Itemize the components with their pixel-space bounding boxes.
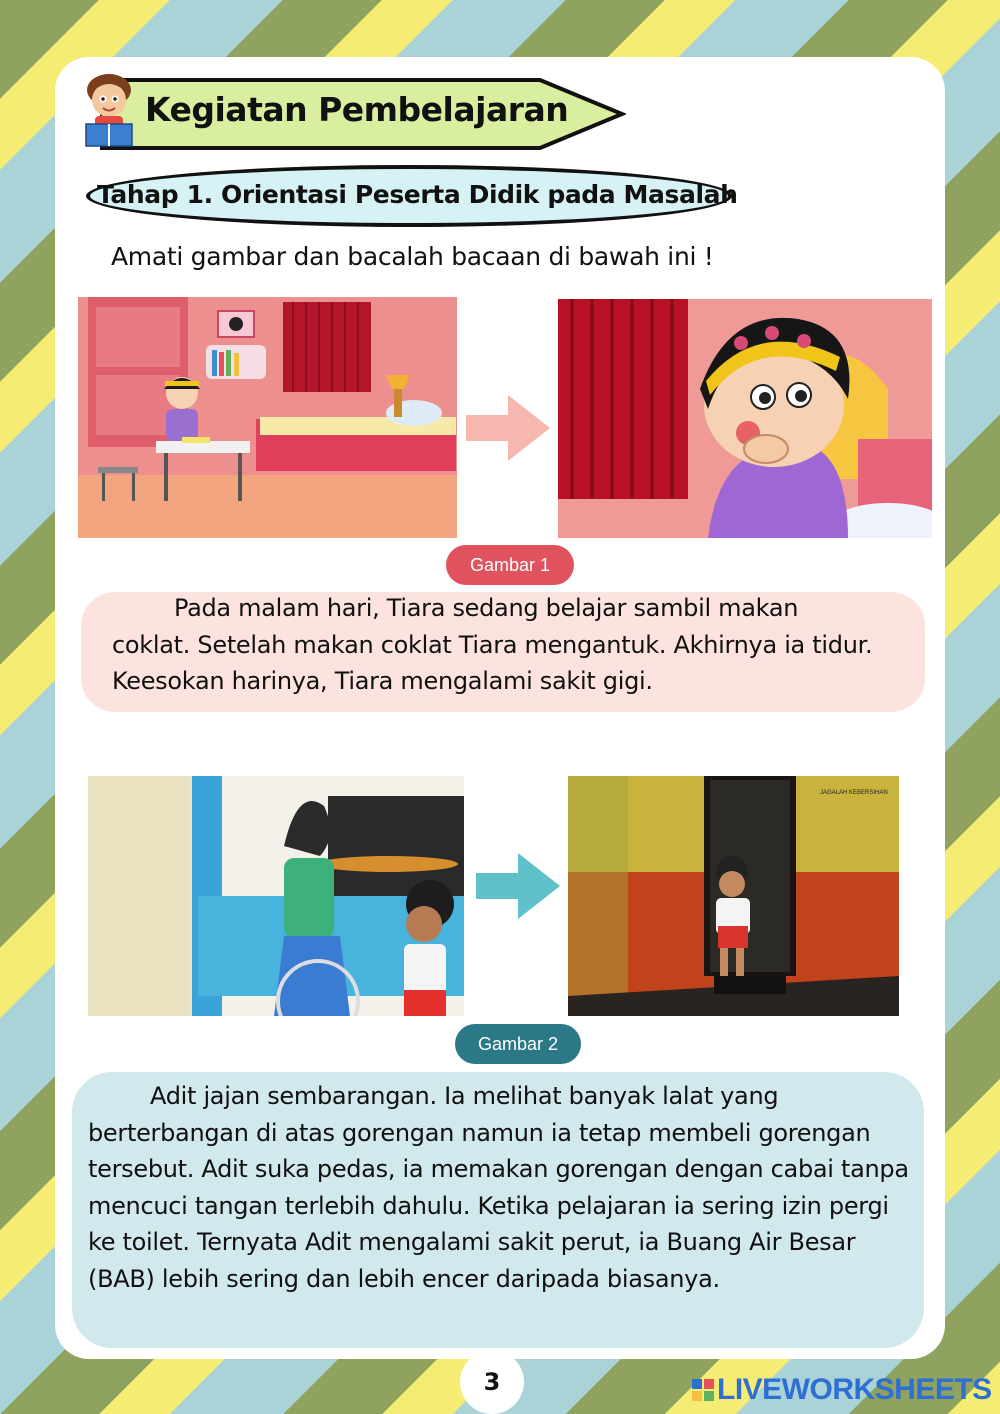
figure2-vendor-image xyxy=(88,776,464,1016)
arrow-right-icon xyxy=(476,853,560,919)
figure1-bedroom-image xyxy=(78,297,457,538)
boy-reading-icon xyxy=(78,70,140,152)
figure1-caption: Gambar 1 xyxy=(446,545,574,585)
figure2-toilet-image xyxy=(568,776,899,1016)
story2-box xyxy=(72,1072,924,1348)
page-title: Kegiatan Pembelajaran xyxy=(145,90,569,129)
page-number: 3 xyxy=(460,1350,524,1414)
stage-title: Tahap 1. Orientasi Peserta Didik pada Masalah xyxy=(97,180,738,209)
brand-text: LIVEWORKSHEETS xyxy=(717,1373,992,1406)
liveworksheets-logo-icon xyxy=(692,1379,714,1401)
instruction-text: Amati gambar dan bacalah bacaan di bawah ini ! xyxy=(111,242,714,271)
story1-box xyxy=(81,592,925,712)
liveworksheets-brand xyxy=(692,1373,992,1407)
toilet-sign-text: JAGALAH KEBERSIHAN xyxy=(820,790,888,796)
story2-text: Adit jajan sembarangan. Ia melihat banyak lalat yang berterbangan di atas gorengan namun ia tetap membeli gorengan tersebut. Adit suka pedas, ia memakan gorengan dengan cabai tanpa mencuci tangan terlebih dahulu. Ketika pelajaran ia sering izin pergi ke toilet. Ternyata Adit mengalami sakit perut, ia Buang Air Besar (BAB) lebih sering dan lebih encer daripada biasanya. xyxy=(88,1082,909,1293)
story1-text: Pada malam hari, Tiara sedang belajar sambil makan coklat. Setelah makan coklat Tiara mengantuk. Akhirnya ia tidur. Keesokan harinya, Tiara mengalami sakit gigi. xyxy=(112,594,873,695)
arrow-right-icon xyxy=(466,395,550,461)
figure1-toothache-image xyxy=(558,299,932,538)
figure2-caption: Gambar 2 xyxy=(455,1024,581,1064)
